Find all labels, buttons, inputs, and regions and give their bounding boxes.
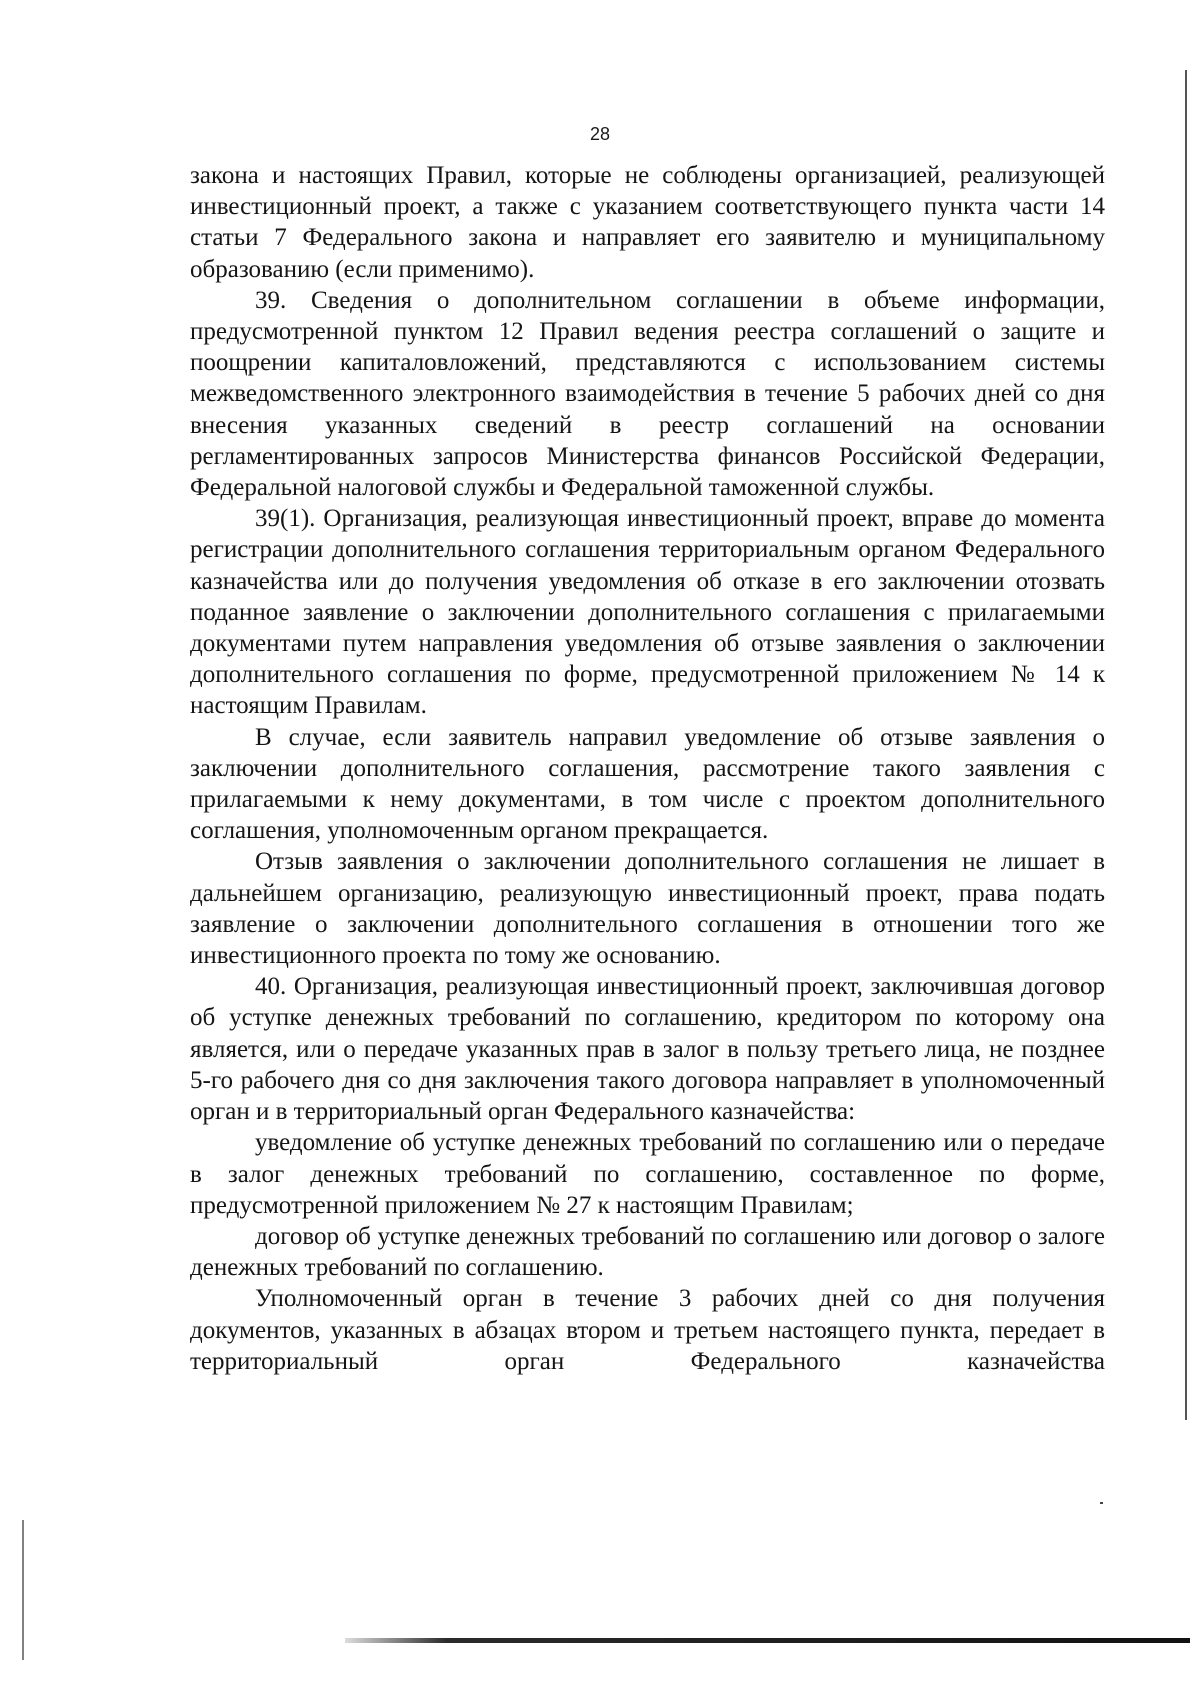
paragraph-item-40: 40. Организация, реализующая инвестиционный проект, заключившая договор об уступке денежных требований по соглашению, кредитором по которому она является, или о передаче указанных прав в залог в пользу третьего лица, не позднее 5-го рабочего дня со дня заключения такого договора направляет в уполномоченный орган и в территориальный орган Федерального казначейства:: [190, 973, 1105, 1126]
scan-edge-right: [1185, 70, 1187, 1420]
paragraph-item-39-1: 39(1). Организация, реализующая инвестиционный проект, вправе до момента регистрации дополнительного соглашения территориальным органом Федерального казначейства или до получения уведомления об отказе в его заключении отозвать поданное заявление о заключении дополнительного соглашения с прилагаемыми документами путем направления уведомления об отзыве заявления о заключении дополнительного соглашения по форме, предусмотренной приложением № 14 к настоящим Правилам.: [190, 505, 1105, 720]
paragraph-continuation: закона и настоящих Правил, которые не соблюдены организацией, реализующей инвестиционный проект, а также с указанием соответствующего пункта части 14 статьи 7 Федерального закона и направляет его заявителю и муниципальному образованию (если применимо).: [190, 162, 1105, 283]
scan-speck: [1100, 1502, 1103, 1504]
document-body: [190, 160, 1105, 1377]
scan-edge-left: [22, 1520, 24, 1660]
paragraph-withdrawal-case: В случае, если заявитель направил уведомление об отзыве заявления о заключении дополнительного соглашения, рассмотрение такого заявления с прилагаемыми к нему документами, в том числе с проектом дополнительного соглашения, уполномоченным органом прекращается.: [190, 723, 1105, 845]
paragraph-withdrawal-effect: Отзыв заявления о заключении дополнительного соглашения не лишает в дальнейшем организацию, реализующую инвестиционный проект, права подать заявление о заключении дополнительного соглашения в отношении того же инвестиционного проекта по тому же основанию.: [190, 848, 1105, 970]
paragraph-item-39: 39. Сведения о дополнительном соглашении в объеме информации, предусмотренной пунктом 12 Правил ведения реестра соглашений о защите и поощрении капиталовложений, представляются с использованием системы межведомственного электронного взаимодействия в течение 5 рабочих дней со дня внесения указанных сведений в реестр соглашений на основании регламентированных запросов Министерства финансов Российской Федерации, Федеральной налоговой службы и Федеральной таможенной службы.: [190, 286, 1105, 502]
paragraph-notice: уведомление об уступке денежных требований по соглашению или о передаче в залог денежных требований по соглашению, составленное по форме, предусмотренной приложением № 27 к настоящим Правилам;: [190, 1129, 1105, 1219]
scan-edge-bottom: [345, 1638, 1190, 1643]
page-number: 28: [589, 124, 611, 144]
paragraph-transfer: Уполномоченный орган в течение 3 рабочих дней со дня получения документов, указанных в абзацах втором и третьем настоящего пункта, передает в территориальный орган Федерального казначейства: [190, 1285, 1105, 1375]
paragraph-contract: договор об уступке денежных требований по соглашению или договор о залоге денежных требований по соглашению.: [190, 1222, 1105, 1282]
